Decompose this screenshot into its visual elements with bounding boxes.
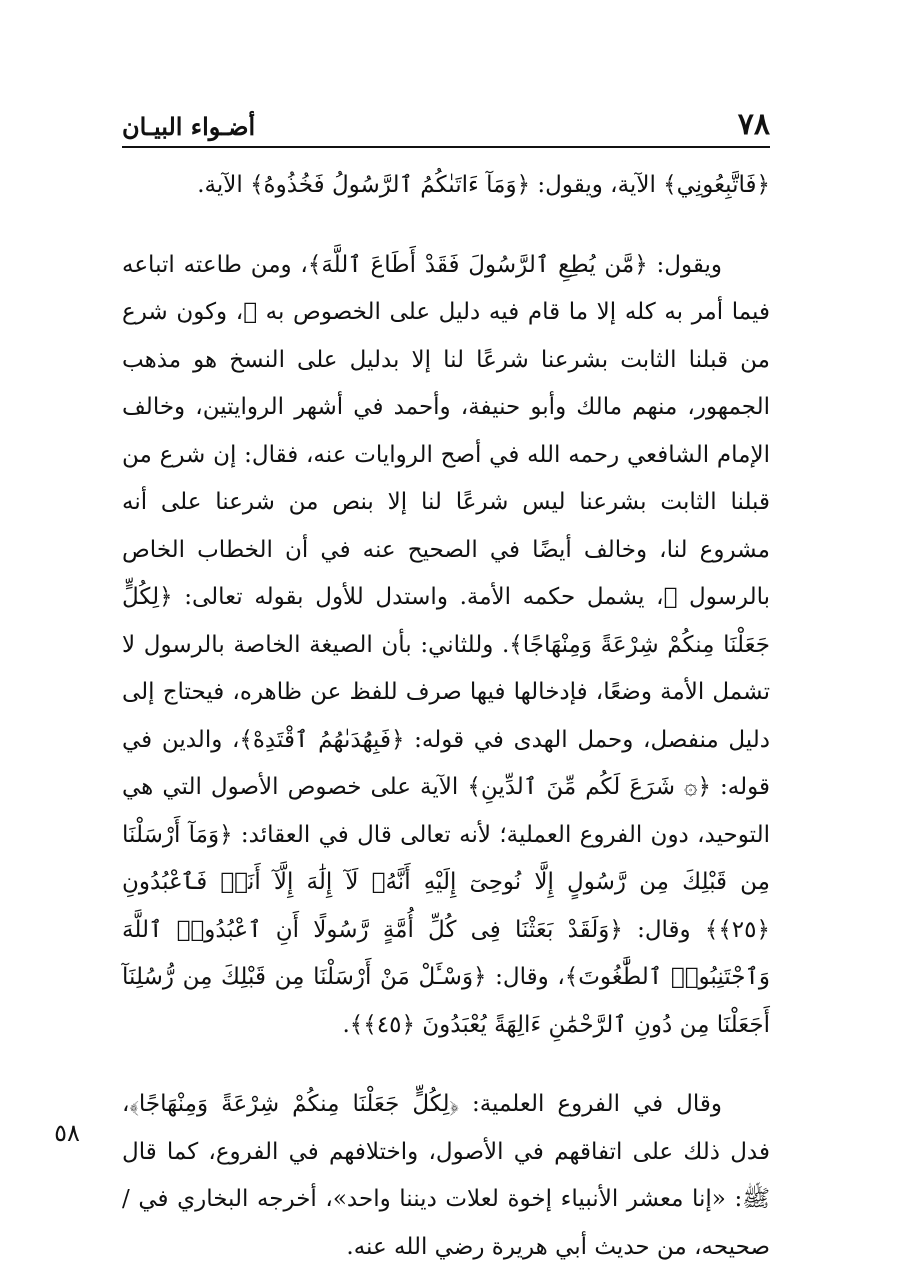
page-number: ٧٨ [737,107,770,142]
page-header [122,108,770,148]
paragraph-spacer [122,210,770,242]
header-divider [122,146,770,148]
book-title: أضـواء البيـان [122,112,256,141]
margin-page-marker: ٥٨ [54,1119,80,1147]
paragraph-1: ﴿فَاتَّبِعُونِي﴾ الآية، ويقول: ﴿وَمَآ ءَاتَىٰكُمُ ٱلرَّسُولُ فَخُذُوهُ﴾ الآية. [197,172,770,198]
paragraph-2: ويقول: ﴿مَّن يُطِعِ ٱلرَّسُولَ فَقَدْ أَطَاعَ ٱللَّهَ﴾، ومن طاعته اتباعه فيما أمر به كله إلا ما قام فيه دليل على الخصوص به ﷺ، وكون شرع من قبلنا الثابت بشرعنا شرعًا لنا إلا بدليل على النسخ هو مذهب الجمهور، منهم مالك وأبو حنيفة، وأحمد في أشهر الروايتين، وخالف الإمام الشافعي رحمه الله في أصح الروايات عنه، فقال: إن شرع من قبلنا الثابت بشرعنا ليس شرعًا لنا إلا بنص من شرعنا على أنه مشروع لنا، وخالف أيضًا في الصحيح عنه في أن الخطاب الخاص بالرسول ﷺ، يشمل حكمه الأمة. واستدل للأول بقوله تعالى: ﴿لِكُلٍّ جَعَلْنَا مِنكُمْ شِرْعَةً وَمِنْهَاجًا﴾. وللثاني: بأن الصيغة الخاصة بالرسول لا تشمل الأمة وضعًا، فإدخالها فيها صرف للفظ عن ظاهره، فيحتاج إلى دليل منفصل، وحمل الهدى في قوله: ﴿فَبِهُدَىٰهُمُ ٱقْتَدِهْ﴾، والدين في قوله: ﴿۞ شَرَعَ لَكُم مِّنَ ٱلدِّينِ﴾ الآية على خصوص الأصول التي هي التوحيد، دون الفروع العملية؛ لأنه تعالى قال في العقائد: ﴿وَمَآ أَرْسَلْنَا مِن قَبْلِكَ مِن رَّسُولٍ إِلَّا نُوحِىٓ إِلَيْهِ أَنَّهُۥ لَآ إِلَٰهَ إِلَّآ أَنَا۠ فَٱعْبُدُونِ ﴿٢٥﴾﴾ وقال: ﴿وَلَقَدْ بَعَثْنَا فِى كُلِّ أُمَّةٍ رَّسُولًا أَنِ ٱعْبُدُوا۟ ٱللَّهَ وَٱجْتَنِبُوا۟ ٱلطَّٰغُوتَ﴾، وقال: ﴿وَسْـَٔلْ مَنْ أَرْسَلْنَا مِن قَبْلِكَ مِن رُّسُلِنَآ أَجَعَلْنَا مِن دُونِ ٱلرَّحْمَٰنِ ءَالِهَةً يُعْبَدُونَ ﴿٤٥﴾﴾. [122,251,770,1038]
page-body [122,162,770,1271]
paragraph-3: وقال في الفروع العلمية: ﴿لِكُلٍّ جَعَلْنَا مِنكُمْ شِرْعَةً وَمِنْهَاجًا﴾، فدل ذلك على اتفاقهم في الأصول، واختلافهم في الفروع، كما قال ﷺ: «إنا معشر الأنبياء إخوة لعلات ديننا واحد»، أخرجه البخاري في / صحيحه، من حديث أبي هريرة رضي الله عنه. [122,1091,770,1260]
paragraph-spacer [122,1049,770,1081]
